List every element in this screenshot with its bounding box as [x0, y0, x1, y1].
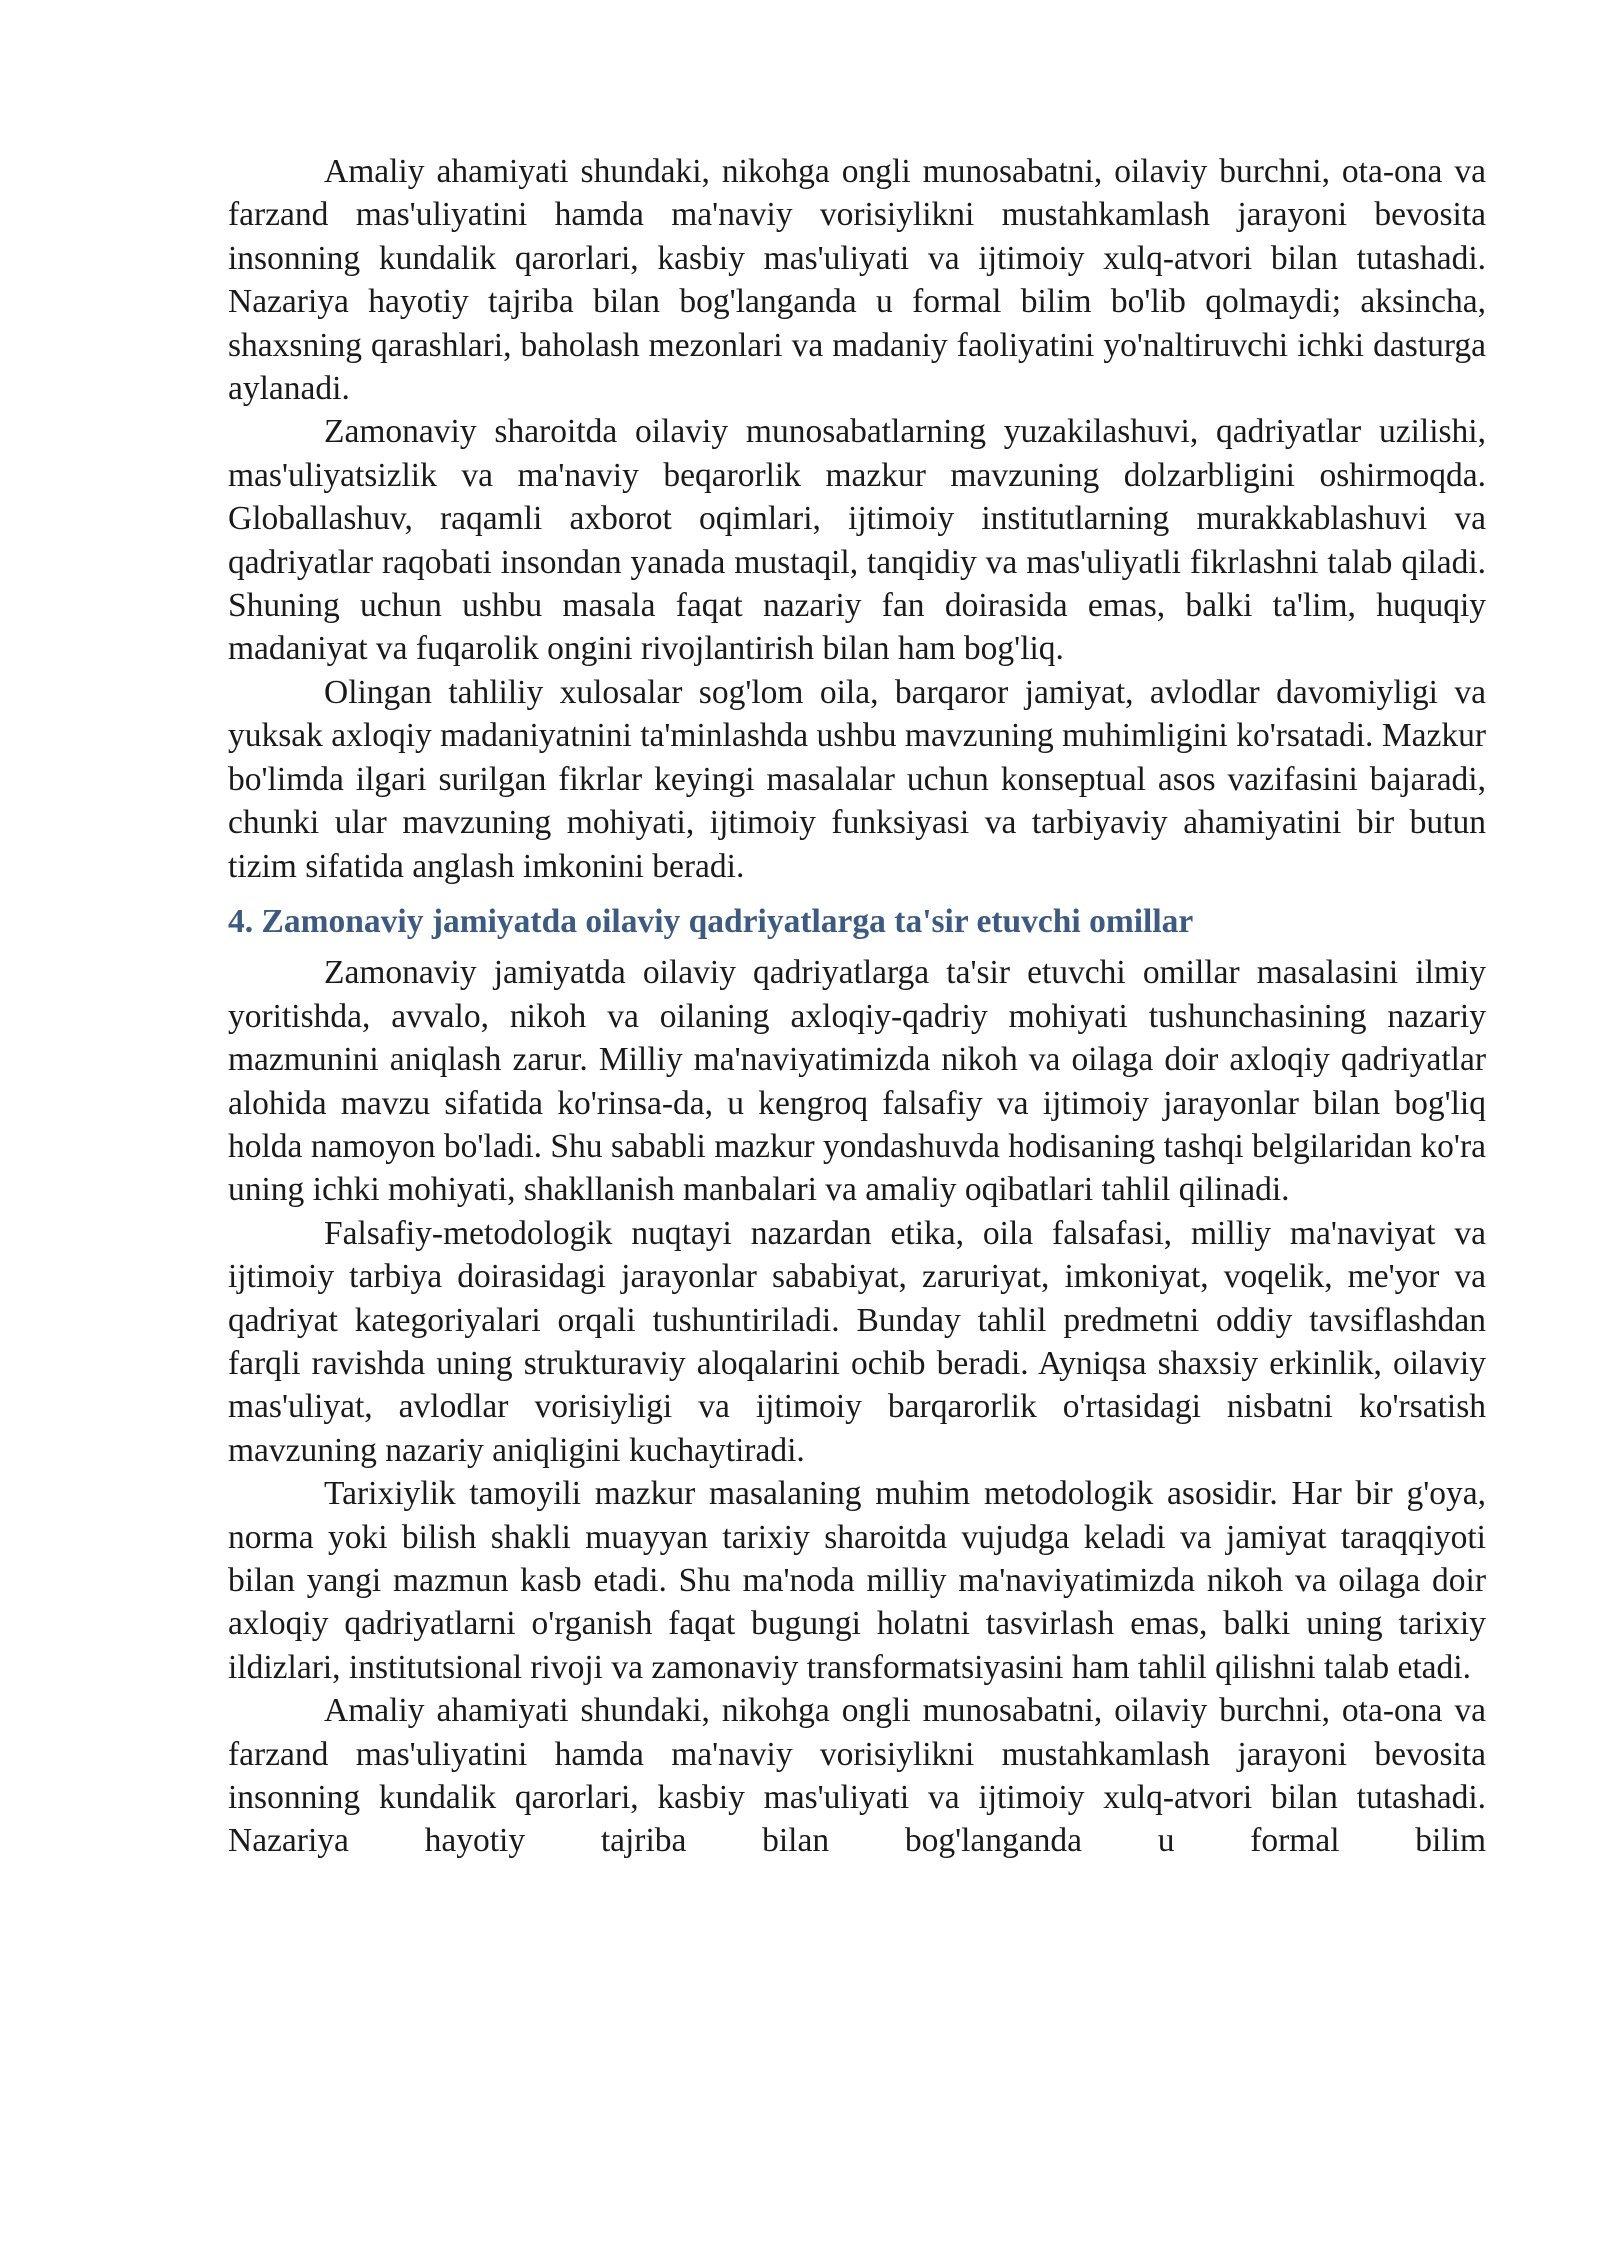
paragraph: Zamonaviy jamiyatda oilaviy qadriyatlarga ta'sir etuvchi omillar masalasini ilmiy yoritishda, avvalo, nikoh va oilaning axloqiy-qadriy mohiyati tushunchasining nazariy mazmunini aniqlash zarur. Milliy ma'naviyatimizda nikoh va oilaga doir axloqiy qadriyatlar alohida mavzu sifatida ko'rinsa-da, u kengroq falsafiy va ijtimoiy jarayonlar bilan bog'liq holda namoyon bo'ladi. Shu sababli mazkur yondashuvda hodisaning tashqi belgilaridan ko'ra uning ichki mohiyati, shakllanish manbalari va amaliy oqibatlari tahlil qilinadi. — [228, 954, 1486, 1209]
paragraph: Olingan tahliliy xulosalar sog'lom oila, barqaror jamiyat, avlodlar davomiyligi va yuksak axloqiy madaniyatnini ta'minlashda ushbu mavzuning muhimligini ko'rsatadi. Mazkur bo'limda ilgari surilgan fikrlar keyingi masalalar uchun konseptual asos vazifasini bajaradi, chunki ular mavzuning mohiyati, ijtimoiy funksiyasi va tarbiyaviy ahamiyatini bir butun tizim sifatida anglash imkonini beradi. — [228, 673, 1486, 885]
paragraph: Tarixiylik tamoyili mazkur masalaning muhim metodologik asosidir. Har bir g'oya, norma yoki bilish shakli muayyan tarixiy sharoitda vujudga keladi va jamiyat taraqqiyoti bilan yangi mazmun kasb etadi. Shu ma'noda milliy ma'naviyatimizda nikoh va oilaga doir axloqiy qadriyatlarni o'rganish faqat bugungi holatni tasvirlash emas, balki uning tarixiy ildizlari, institutsional rivoji va zamonaviy transformatsiyasini ham tahlil qilishni talab etadi. — [228, 1475, 1486, 1686]
document-page — [228, 150, 1486, 1863]
paragraph: Zamonaviy sharoitda oilaviy munosabatlarning yuzakilashuvi, qadriyatlar uzilishi, mas'uliyatsizlik va ma'naviy beqarorlik mazkur mavzuning dolzarbligini oshirmoqda. Globallashuv, raqamli axborot oqimlari, ijtimoiy institutlarning murakkablashuvi va qadriyatlar raqobati insondan yanada mustaqil, tanqidiy va mas'uliyatli fikrlashni talab qiladi. Shuning uchun ushbu masala faqat nazariy fan doirasida emas, balki ta'lim, huquqiy madaniyat va fuqarolik ongini rivojlantirish bilan ham bog'liq. — [228, 413, 1486, 668]
paragraph: Amaliy ahamiyati shundaki, nikohga ongli munosabatni, oilaviy burchni, ota-ona va farzand mas'uliyatini hamda ma'naviy vorisiylikni mustahkamlash jarayoni bevosita insonning kundalik qarorlari, kasbiy mas'uliyati va ijtimoiy xulq-atvori bilan tutashadi. Nazariya hayotiy tajriba bilan bog'langanda u formal bilim bo'lib qolmaydi; aksincha, shaxsning qarashlari, baholash mezonlari va madaniy faoliyatini yo'naltiruvchi ichki dasturga aylanadi. — [228, 153, 1486, 408]
paragraph-continued: Amaliy ahamiyati shundaki, nikohga ongli munosabatni, oilaviy burchni, ota-ona va farzand mas'uliyatini hamda ma'naviy vorisiylikni mustahkamlash jarayoni bevosita insonning kundalik qarorlari, kasbiy mas'uliyati va ijtimoiy xulq-atvori bilan tutashadi. Nazariya hayotiy tajriba bilan bog'langanda u formal bilim — [228, 1692, 1486, 1860]
section-heading: 4. Zamonaviy jamiyatda oilaviy qadriyatlarga ta'sir etuvchi omillar — [228, 902, 1194, 940]
paragraph: Falsafiy-metodologik nuqtayi nazardan etika, oila falsafasi, milliy ma'naviyat va ijtimoiy tarbiya doirasidagi jarayonlar sababiyat, zaruriyat, imkoniyat, voqelik, me'yor va qadriyat kategoriyalari orqali tushuntiriladi. Bunday tahlil predmetni oddiy tavsiflashdan farqli ravishda uning strukturaviy aloqalarini ochib beradi. Ayniqsa shaxsiy erkinlik, oilaviy mas'uliyat, avlodlar vorisiyligi va ijtimoiy barqarorlik o'rtasidagi nisbatni ko'rsatish mavzuning nazariy aniqligini kuchaytiradi. — [228, 1214, 1486, 1469]
